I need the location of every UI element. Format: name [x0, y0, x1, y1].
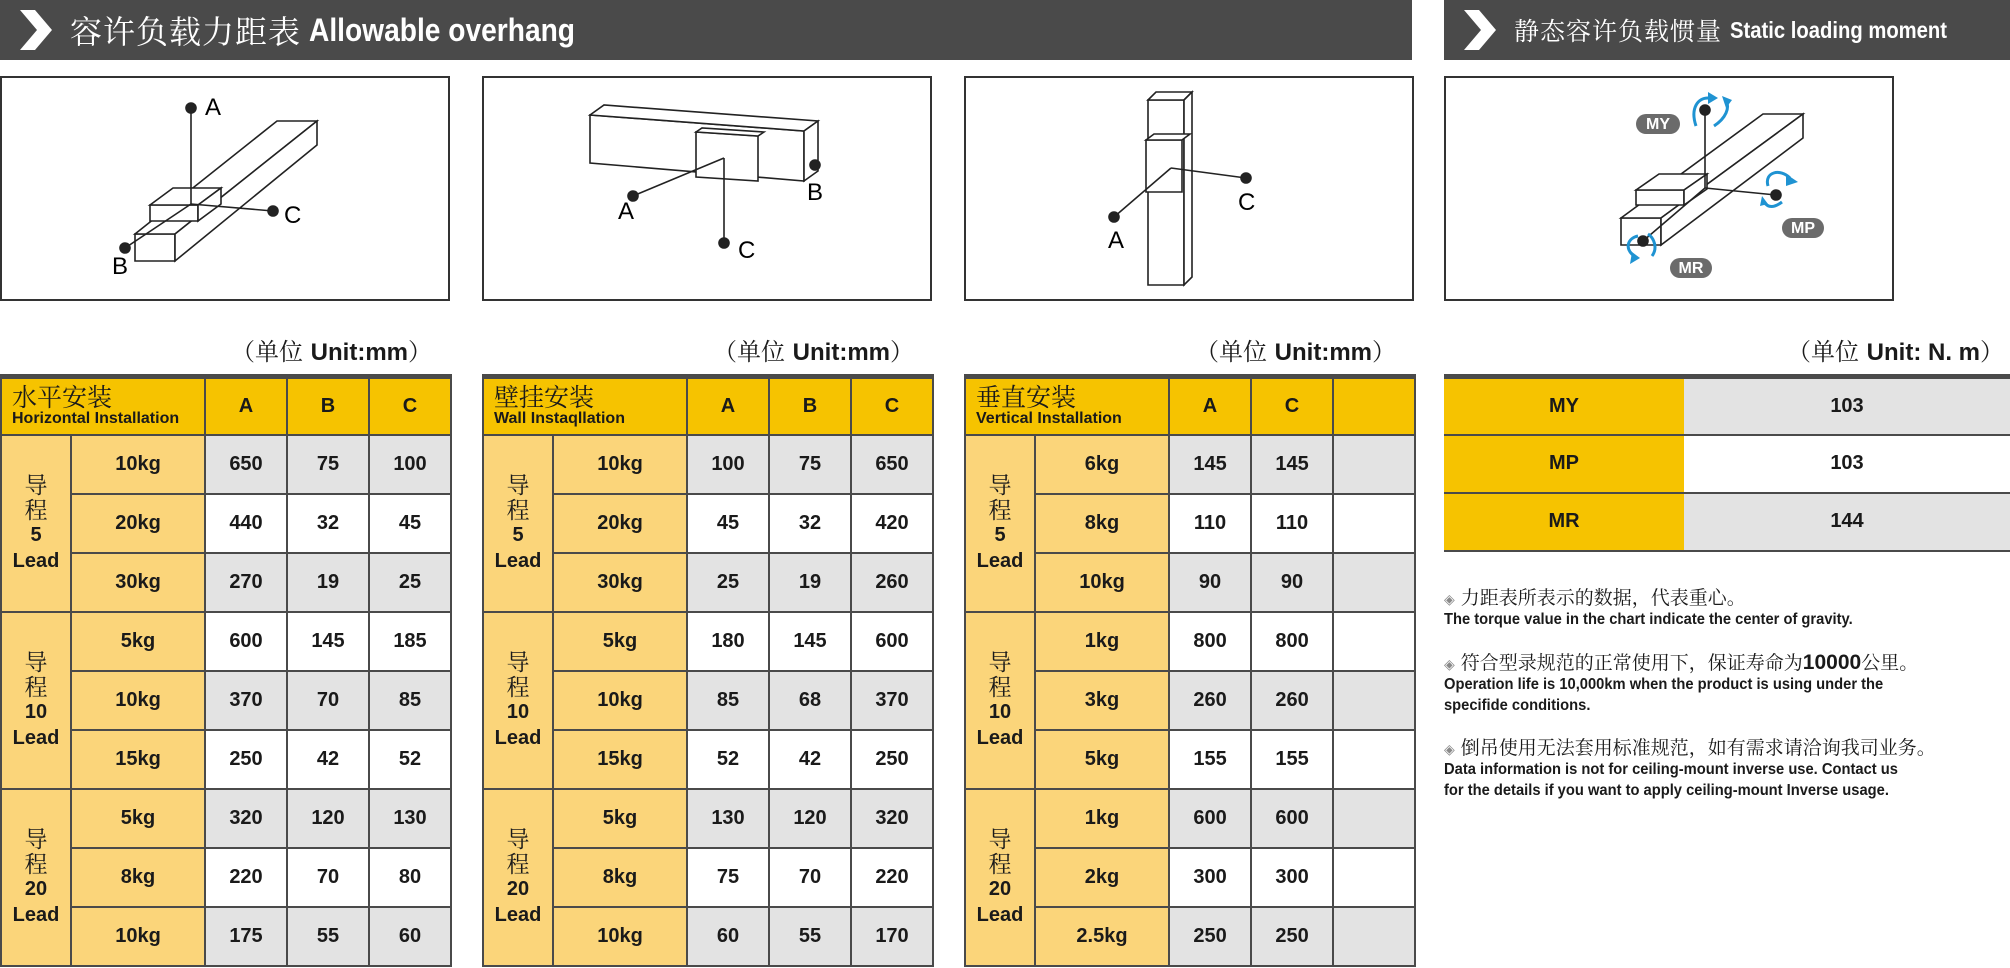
notes-section	[1444, 583, 2010, 819]
wall-actuator-drawing	[484, 78, 930, 299]
value-cell: 260	[1251, 671, 1333, 730]
lead-cell: 导 程 20 Lead	[965, 789, 1035, 966]
value-cell: 25	[687, 553, 769, 612]
value-cell: 85	[369, 671, 451, 730]
svg-text:MY: MY	[1646, 116, 1670, 133]
load-weight-cell: 30kg	[71, 553, 205, 612]
column-header: B	[287, 377, 369, 435]
wall-installation-table	[482, 374, 934, 967]
value-cell: 55	[769, 907, 851, 966]
svg-text:MR: MR	[1678, 260, 1704, 277]
unit-label-vertical: （单位 Unit:mm）	[1195, 338, 1396, 366]
svg-text:MP: MP	[1791, 220, 1815, 237]
value-cell: 185	[369, 612, 451, 671]
value-cell: 52	[687, 730, 769, 789]
table-row	[965, 789, 1415, 848]
value-cell: 370	[851, 671, 933, 730]
value-cell: 650	[205, 435, 287, 494]
static-moment-table	[1444, 374, 2010, 552]
load-weight-cell: 10kg	[553, 435, 687, 494]
value-cell: 440	[205, 494, 287, 553]
column-header: A	[687, 377, 769, 435]
chevron-right-icon	[0, 0, 70, 60]
value-cell: 45	[687, 494, 769, 553]
empty-cell	[1333, 612, 1415, 671]
value-cell: 42	[769, 730, 851, 789]
value-cell: 145	[769, 612, 851, 671]
moment-actuator-drawing	[1446, 78, 1892, 299]
load-weight-cell: 20kg	[553, 494, 687, 553]
load-weight-cell: 8kg	[71, 848, 205, 907]
value-cell: 70	[287, 848, 369, 907]
load-weight-cell: 15kg	[553, 730, 687, 789]
load-weight-cell: 15kg	[71, 730, 205, 789]
diamond-bullet-icon: ◈	[1444, 656, 1455, 673]
value-cell: 250	[205, 730, 287, 789]
load-weight-cell: 1kg	[1035, 612, 1169, 671]
moment-key: MP	[1444, 435, 1684, 493]
column-header: C	[851, 377, 933, 435]
table-row	[483, 435, 933, 494]
value-cell: 32	[769, 494, 851, 553]
moment-value: 103	[1684, 377, 2010, 435]
value-cell: 600	[1169, 789, 1251, 848]
value-cell: 600	[205, 612, 287, 671]
horizontal-actuator-drawing	[2, 78, 448, 299]
load-weight-cell: 5kg	[553, 612, 687, 671]
value-cell: 250	[851, 730, 933, 789]
load-weight-cell: 5kg	[553, 789, 687, 848]
diamond-bullet-icon: ◈	[1444, 742, 1455, 759]
note-item: ◈ 符合型录规范的正常使用下，保证寿命为10000公里。 Operation life is 10,000km when the product is using under the specifide conditions.	[1444, 650, 1919, 714]
table-title: 垂直安装 Vertical Installation	[965, 377, 1169, 435]
empty-cell	[1333, 435, 1415, 494]
value-cell: 650	[851, 435, 933, 494]
load-weight-cell: 5kg	[71, 612, 205, 671]
table-row	[483, 612, 933, 671]
value-cell: 320	[205, 789, 287, 848]
note-item: ◈ 力距表所表示的数据，代表重心。 The torque value in the chart indicate the center of gravity.	[1444, 587, 1853, 628]
value-cell: 130	[369, 789, 451, 848]
value-cell: 800	[1251, 612, 1333, 671]
table-row	[965, 435, 1415, 494]
wall-installation-diagram	[482, 76, 932, 301]
value-cell: 260	[1169, 671, 1251, 730]
table-header-row	[965, 377, 1415, 435]
load-weight-cell: 10kg	[71, 435, 205, 494]
value-cell: 800	[1169, 612, 1251, 671]
table-row	[483, 789, 933, 848]
column-header: C	[1251, 377, 1333, 435]
lead-cell: 导 程 5 Lead	[483, 435, 553, 612]
value-cell: 170	[851, 907, 933, 966]
value-cell: 25	[369, 553, 451, 612]
value-cell: 155	[1251, 730, 1333, 789]
load-weight-cell: 8kg	[1035, 494, 1169, 553]
svg-text:A: A	[618, 198, 635, 225]
column-header: C	[369, 377, 451, 435]
lead-cell: 导 程 20 Lead	[483, 789, 553, 966]
empty-cell	[1333, 671, 1415, 730]
value-cell: 75	[769, 435, 851, 494]
static-moment-banner	[1444, 0, 2010, 60]
value-cell: 120	[769, 789, 851, 848]
value-cell: 52	[369, 730, 451, 789]
value-cell: 32	[287, 494, 369, 553]
lead-cell: 导 程 10 Lead	[483, 612, 553, 789]
diamond-bullet-icon: ◈	[1444, 592, 1455, 608]
value-cell: 180	[687, 612, 769, 671]
svg-text:C: C	[738, 237, 756, 264]
value-cell: 600	[1251, 789, 1333, 848]
empty-cell	[1333, 789, 1415, 848]
moment-value: 144	[1684, 493, 2010, 551]
value-cell: 68	[769, 671, 851, 730]
moment-value: 103	[1684, 435, 2010, 493]
column-header: A	[205, 377, 287, 435]
value-cell: 145	[287, 612, 369, 671]
empty-cell	[1333, 494, 1415, 553]
value-cell: 155	[1169, 730, 1251, 789]
value-cell: 370	[205, 671, 287, 730]
column-header: A	[1169, 377, 1251, 435]
table-row	[1, 789, 451, 848]
value-cell: 175	[205, 907, 287, 966]
value-cell: 600	[851, 612, 933, 671]
value-cell: 60	[687, 907, 769, 966]
value-cell: 70	[287, 671, 369, 730]
lead-cell: 导 程 5 Lead	[965, 435, 1035, 612]
value-cell: 145	[1251, 435, 1333, 494]
value-cell: 300	[1251, 848, 1333, 907]
banner-left-title-en: Allowable overhang	[309, 11, 576, 48]
horizontal-installation-table	[0, 374, 452, 967]
value-cell: 75	[287, 435, 369, 494]
value-cell: 45	[369, 494, 451, 553]
empty-cell	[1333, 907, 1415, 966]
load-weight-cell: 10kg	[71, 671, 205, 730]
load-weight-cell: 5kg	[1035, 730, 1169, 789]
moment-row	[1444, 493, 2010, 551]
value-cell: 250	[1169, 907, 1251, 966]
value-cell: 145	[1169, 435, 1251, 494]
lead-cell: 导 程 20 Lead	[1, 789, 71, 966]
allowable-overhang-banner	[0, 0, 1412, 60]
value-cell: 130	[687, 789, 769, 848]
table-title: 水平安装 Horizontal Installation	[1, 377, 205, 435]
svg-text:B: B	[112, 253, 129, 280]
load-weight-cell: 6kg	[1035, 435, 1169, 494]
value-cell: 60	[369, 907, 451, 966]
value-cell: 80	[369, 848, 451, 907]
banner-right-title-cn: 静态容许负载惯量	[1514, 17, 1723, 46]
load-weight-cell: 10kg	[1035, 553, 1169, 612]
chevron-right-icon	[1444, 0, 1514, 60]
static-moment-diagram	[1444, 76, 1894, 301]
value-cell: 270	[205, 553, 287, 612]
vertical-installation-table	[964, 374, 1416, 967]
value-cell: 320	[851, 789, 933, 848]
value-cell: 120	[287, 789, 369, 848]
banner-left-title-cn: 容许负载力距表	[70, 13, 302, 51]
load-weight-cell: 2.5kg	[1035, 907, 1169, 966]
table-header-row	[1, 377, 451, 435]
empty-cell	[1333, 848, 1415, 907]
vertical-actuator-drawing	[966, 78, 1412, 299]
load-weight-cell: 10kg	[71, 907, 205, 966]
banner-right-title-en: Static loading moment	[1730, 16, 1948, 43]
value-cell: 85	[687, 671, 769, 730]
load-weight-cell: 8kg	[553, 848, 687, 907]
moment-key: MY	[1444, 377, 1684, 435]
value-cell: 42	[287, 730, 369, 789]
value-cell: 220	[851, 848, 933, 907]
empty-cell	[1333, 730, 1415, 789]
value-cell: 90	[1169, 553, 1251, 612]
table-row	[1, 612, 451, 671]
value-cell: 55	[287, 907, 369, 966]
value-cell: 250	[1251, 907, 1333, 966]
moment-row	[1444, 435, 2010, 493]
note-item: ◈ 倒吊使用无法套用标准规范，如有需求请洽询我司业务。 Data information is not for ceiling-mount inverse use. Contact us for the details if you want to apply ceiling-mount Inverse usage.	[1444, 737, 1936, 800]
value-cell: 220	[205, 848, 287, 907]
value-cell: 19	[287, 553, 369, 612]
table-row	[1, 435, 451, 494]
value-cell: 300	[1169, 848, 1251, 907]
column-header: B	[769, 377, 851, 435]
load-weight-cell: 1kg	[1035, 789, 1169, 848]
load-weight-cell: 3kg	[1035, 671, 1169, 730]
svg-text:B: B	[807, 179, 824, 206]
moment-key: MR	[1444, 493, 1684, 551]
moment-row	[1444, 377, 2010, 435]
value-cell: 110	[1251, 494, 1333, 553]
load-weight-cell: 10kg	[553, 907, 687, 966]
unit-label-horizontal: （单位 Unit:mm）	[231, 338, 432, 366]
load-weight-cell: 10kg	[553, 671, 687, 730]
load-weight-cell: 5kg	[71, 789, 205, 848]
vertical-installation-diagram	[964, 76, 1414, 301]
value-cell: 90	[1251, 553, 1333, 612]
svg-text:A: A	[205, 94, 222, 121]
horizontal-installation-diagram	[0, 76, 450, 301]
column-header	[1333, 377, 1415, 435]
svg-text:C: C	[284, 202, 302, 229]
value-cell: 100	[687, 435, 769, 494]
value-cell: 19	[769, 553, 851, 612]
empty-cell	[1333, 553, 1415, 612]
svg-text:A: A	[1108, 227, 1125, 254]
table-row	[965, 612, 1415, 671]
lead-cell: 导 程 10 Lead	[1, 612, 71, 789]
value-cell: 260	[851, 553, 933, 612]
value-cell: 420	[851, 494, 933, 553]
value-cell: 75	[687, 848, 769, 907]
load-weight-cell: 2kg	[1035, 848, 1169, 907]
svg-text:C: C	[1238, 189, 1256, 216]
lead-cell: 导 程 10 Lead	[965, 612, 1035, 789]
unit-label-wall: （单位 Unit:mm）	[713, 338, 914, 366]
load-weight-cell: 20kg	[71, 494, 205, 553]
value-cell: 100	[369, 435, 451, 494]
load-weight-cell: 30kg	[553, 553, 687, 612]
table-header-row	[483, 377, 933, 435]
unit-label-moment: （单位 Unit: N. m）	[1787, 338, 2004, 366]
value-cell: 110	[1169, 494, 1251, 553]
lead-cell: 导 程 5 Lead	[1, 435, 71, 612]
table-title: 壁挂安装 Wall Instaqllation	[483, 377, 687, 435]
value-cell: 70	[769, 848, 851, 907]
